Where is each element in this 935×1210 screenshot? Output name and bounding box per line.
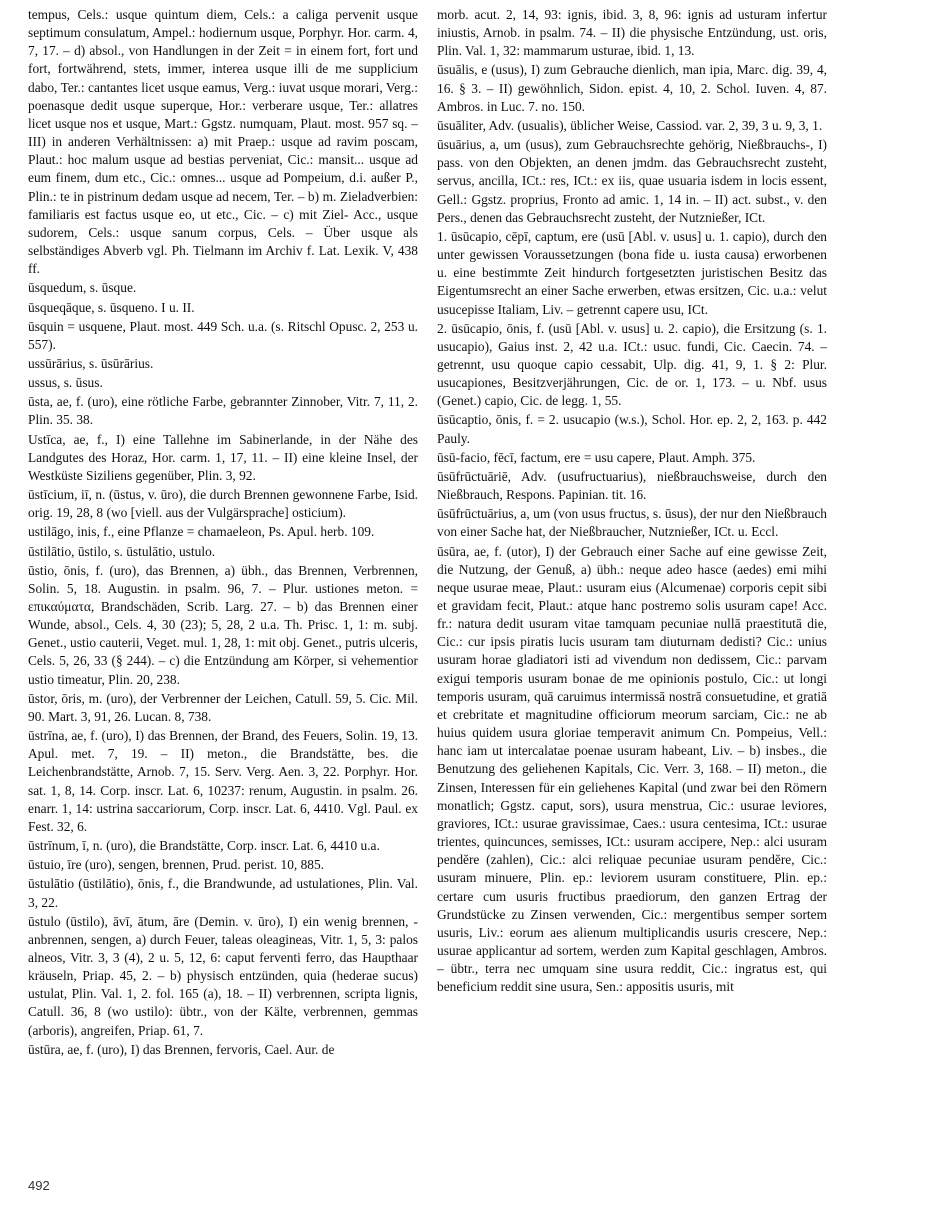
dictionary-entry: ūstuio, īre (uro), sengen, brennen, Prud. perist. 10, 885. bbox=[28, 857, 325, 873]
dictionary-entry: ūstilātio, ūstilo, s. ūstulātio, ustulo. bbox=[28, 543, 216, 559]
dictionary-entry: ūsuārius, a, um (usus), zum Gebrauchsrechte gehörig, Nießbrauchs-, I) pass. von den Objekten, an denen jmdm. das Gebrauchsrecht zusteht, servus, ancilla, ICt.: res, ICt.: ex iis, quae usuaria isdem in locis essent, Gell.: Ggstz. proprius, Fronto ad amic. 1, 14 in. – II) act. subst., v. den Pers., denen das Gebrauchsrecht zusteht, der Nutznießer, ICt. bbox=[437, 137, 827, 225]
dictionary-entry: ūstrīnum, ī, n. (uro), die Brandstätte, Corp. inscr. Lat. 6, 4410 u.a. bbox=[28, 838, 380, 854]
dictionary-entry: ūsūfrūctuārius, a, um (von usus fructus, s. ūsus), der nur den Nießbrauch von einer Sache hat, der Nießbraucher, Nutznießer, ICt. u. Eccl. bbox=[437, 506, 827, 540]
dictionary-entry: ūstio, ōnis, f. (uro), das Brennen, a) übh., das Brennen, Verbrennen, Solin. 5, 18. Augustin. in psalm. 96, 7. – Plur. ustiones meton. = επικαύματα, Brandschäden, Scrib. Larg. 27. – b) das Brennen einer Wunde, absol., Cels. 4, 30 (23); 5, 28, 2 u.a. Th. Prisc. 1, 1: m. subj. Genet., ustio cauterii, Veget. mul. 1, 28, 1: mit obj. Genet., putris ulceris, Cels. 5, 26, 33 (§ 244). – c) die Entzündung am Körper, si vehementior ustio timeatur, Plin. 20, 238. bbox=[28, 562, 418, 687]
dictionary-entry: Ustīca, ae, f., I) eine Tallehne im Sabinerlande, in der Nähe des Landgutes des Horaz, Hor. carm. 1, 17, 11. – II) eine kleine Insel, der Westküste Siziliens gegenüber, Plin. 3, 92. bbox=[28, 431, 418, 483]
dictionary-entry: ūstulo (ūstilo), āvī, ātum, āre (Demin. v. ūro), I) ein wenig brennen, -anbrennen, sengen, a) durch Feuer, taleas oleagineas, Vitr. 1, 5, 3: palos alneos, Vitr. 3, 3 (4), 2 u. 5, 12, 6: caput ferventi ferro, das Haupthaar kräuseln, Priap. 45, 2. – b) physisch entzünden, quia (hederae sucus) ustulat, Plin. Val. 1, 2. fol. 165 (a), 18. – II) verbrennen, scripta lignis, Catull. 36, 8 (wo ustilo): übtr., von der Kälte, verbrennen, gemmas (arboris), angreifen, Priap. 61, 7. bbox=[28, 913, 418, 1038]
dictionary-entry: ussūrārius, s. ūsūrārius. bbox=[28, 355, 154, 371]
left-column bbox=[28, 6, 418, 1059]
dictionary-entry: ussus, s. ūsus. bbox=[28, 375, 103, 391]
dictionary-entry: ustilāgo, inis, f., eine Pflanze = chamaeleon, Ps. Apul. herb. 109. bbox=[28, 524, 375, 540]
right-column bbox=[437, 6, 827, 996]
dictionary-entry: ūsūfrūctuāriē, Adv. (usufructuarius), nießbrauchsweise, durch den Nießbrauch, Respons. Papinian. tit. 16. bbox=[437, 468, 827, 503]
dictionary-entry: ūstūra, ae, f. (uro), I) das Brennen, fervoris, Cael. Aur. de bbox=[28, 1041, 335, 1057]
dictionary-entry: ūsquedum, s. ūsque. bbox=[28, 280, 137, 296]
dictionary-entry: ūstulātio (ūstilātio), ōnis, f., die Brandwunde, ad ustulationes, Plin. Val. 3, 22. bbox=[28, 876, 418, 910]
dictionary-entry: ūstrīna, ae, f. (uro), I) das Brennen, der Brand, des Feuers, Solin. 19, 13. Apul. met. 7, 19. – II) meton., die Brandstätte, bes. die Leichenbrandstätte, Arnob. 7, 15. Serv. Verg. Aen. 3, 22. Porphyr. Hor. sat. 1, 8, 14. Corp. inscr. Lat. 6, 10237: renum, Augustin. in psalm. 26. enarr. 1, 14: ustrina saccariorum, Corp. inscr. Lat. 6, 4410. Vgl. Paul. ex Fest. 32, 6. bbox=[28, 728, 418, 834]
dictionary-entry: ūsqueqāque, s. ūsqueno. I u. II. bbox=[28, 299, 195, 315]
dictionary-entry: ūsuālis, e (usus), I) zum Gebrauche dienlich, man ipia, Marc. dig. 39, 4, 16. § 3. – II) gewöhnlich, Sidon. epist. 4, 10, 2. Schol. Iuven. 4, 87. Ambros. in Luc. 7. no. 150. bbox=[437, 62, 827, 114]
dictionary-entry: 2. ūsūcapio, ōnis, f. (usū [Abl. v. usus] u. 2. capio), die Ersitzung (s. 1. usucapio), Gaius inst. 2, 42 u.a. ICt.: usuc. fundi, Cic. Caecin. 74. – getrennt, usu quoque capio cessabit, Ulp. dig. 41, 9, 1. § 2: Plur. usucapiones, Besitzverjährungen, Cic. de or. 1, 173. – u. Nbf. usus (Genet.) capio, Cic. de legg. 1, 55. bbox=[437, 320, 827, 409]
dictionary-entry: tempus, Cels.: usque quintum diem, Cels.: a caliga pervenit usque septimum consulatum, Ampel.: hodiernum usque, Porphyr. Hor. carm. 4, 7, 17. – d) absol., von Handlungen in der Zeit = in einem fort, fort und fort, fortwährend, stets, immer, interea usque illi de me supplicium dabo, Ter.: cantantes licet usque eamus, Verg.: iuvat usque morari, Verg.: poenasque dedit usque superque, Hor.: verberare usque, Ter.: allatres licet usque nos et usque, Mart.: Ggstz. numquam, Plaut. most. 957 sq. – III) in anderen Verhältnissen: a) mit Praep.: usque ad ravim poscam, Plaut.: hoc malum usque ad bestias perveniat, Cic.: mansit... usque ad eum finem, dum etc., Cic.: omnes... usque ad Pompeium, d.i. außer P., Plin.: te in pistrinum dedam usque ad necem, Ter. – b) m. Zieladverbien: familiaris est factus usque eo, ut etc., Cic. – c) mit Ziel- Acc., usque sudorem, Cels.: usque sanum corpus, Cels. – Über usque als selbständiges Abverb vgl. Ph. Tielmann im Archiv f. Lat. Lexik. V, 438 ff. bbox=[28, 7, 418, 277]
dictionary-entry: ūsquin = usquene, Plaut. most. 449 Sch. u.a. (s. Ritschl Opusc. 2, 253 u. 557). bbox=[28, 318, 418, 352]
page-number: 492 bbox=[28, 1178, 50, 1193]
dictionary-entry: 1. ūsūcapio, cēpī, captum, ere (usū [Abl. v. usus] u. 1. capio), durch den unter gewissen Voraussetzungen (bona fide u. iusta causa) erworbenen u. eine bestimmte Zeit hindurch fortgesetzten juristischen Besitz das Eigentumsrecht an einer Sache erwerben, etwas ersitzen, Cic. u.a.: velut usucepisse Italiam, Liv. – getrennt capere usu, ICt. bbox=[437, 228, 827, 317]
dictionary-entry: ūsuāliter, Adv. (usualis), üblicher Weise, Cassiod. var. 2, 39, 3 u. 9, 3, 1. bbox=[437, 117, 823, 133]
dictionary-entry: morb. acut. 2, 14, 93: ignis, ibid. 3, 8, 96: ignis ad usturam infertur iniustis, Arnob. in psalm. 74. – II) die physische Entzündung, ust. oris, Plin. Val. 1, 32: mammarum usturae, ibid. 1, 13. bbox=[437, 7, 827, 59]
dictionary-entry: ūstīcium, iī, n. (ūstus, v. ūro), die durch Brennen gewonnene Farbe, Isid. orig. 19, 28, 8 (wo [viell. aus der Vulgärsprache] osticium). bbox=[28, 487, 418, 521]
dictionary-entry: ūsūra, ae, f. (utor), I) der Gebrauch einer Sache auf eine gewisse Zeit, die Nutzung, der Genuß, a) übh.: neque adeo hasce (aedes) emi mihi neque usurae meae, Plaut.: usuram eius (Alcumenae) corporis cepit sibi et gravidam fecit, Plaut.: atque hanc postremo solis usuram cape! Acc. fr.: natura dedit usuram vitae tamquam pecuniae nullā praestitutā die, Cic.: cur ipsis piratis lucis usuram tam diuturnam dedisti? Cic.: unius usuram horae gladiatori isti ad vivendum non dedissem, Cic.: parvam exigui temporis usuram bonae de me opinionis postulo, Cic.: ut longi temporis usuram, quā caruimus intermissā nostrā consuetudine, et gratiā et crebritate et magnitudine officiorum meorum sarciam, Cic.: ne ab huius quidem usura gloriae temperavit animum Cn. Pompeius, Vell.: hanc iam ut intercalatae poenae usuram habeant, Liv. – b) insbes., die Benutzung des geliehenen Kapitals, Cic. Verr. 3, 168. – II) meton., die Zinsen, Interessen für ein geliehenes Kapital (und zwar bei den Römern monatlich; Ggstz. caput, sors), usura menstrua, Cic.: usurae leviores, graviores, ICt.: usurae gravissimae, Caes.: usura centesima, ICt.: usurae trientes, quincunces, semisses, ICt.: usuram accipere, Nep.: alci usuram pendĕre (zahlen), Cic.: alci reliquae pecuniae usuram pendĕre, Cic.: usuram minuere, Plin. ep.: leviorem usuram constituere, Plin. ep.: certare cum usuris fructibus praediorum, den ganzen Ertrag der Grundstücke zu Zinsen verwenden, Cic.: mergentibus semper sortem usuris, Liv.: eorum aes alienum multiplicandis usuris crescere, Nep.: usurae applicantur ad sortem, werden zum Kapital geschlagen, Ambros. – übtr., terra nec umquam sine usura reddit, Cic.: ingratus est, qui beneficium reddit sine usura, Sen.: appositis usuris, mit bbox=[437, 543, 827, 995]
dictionary-entry: ūsūcaptio, ōnis, f. = 2. usucapio (w.s.), Schol. Hor. ep. 2, 2, 163. p. 442 Pauly. bbox=[437, 412, 827, 446]
dictionary-entry: ūsta, ae, f. (uro), eine rötliche Farbe, gebrannter Zinnober, Vitr. 7, 11, 2. Plin. 35. 38. bbox=[28, 394, 418, 428]
dictionary-entry: ūstor, ōris, m. (uro), der Verbrenner der Leichen, Catull. 59, 5. Cic. Mil. 90. Mart. 3, 91, 26. Lucan. 8, 738. bbox=[28, 690, 418, 724]
dictionary-entry: ūsū-facio, fēcī, factum, ere = usu capere, Plaut. Amph. 375. bbox=[437, 449, 756, 465]
